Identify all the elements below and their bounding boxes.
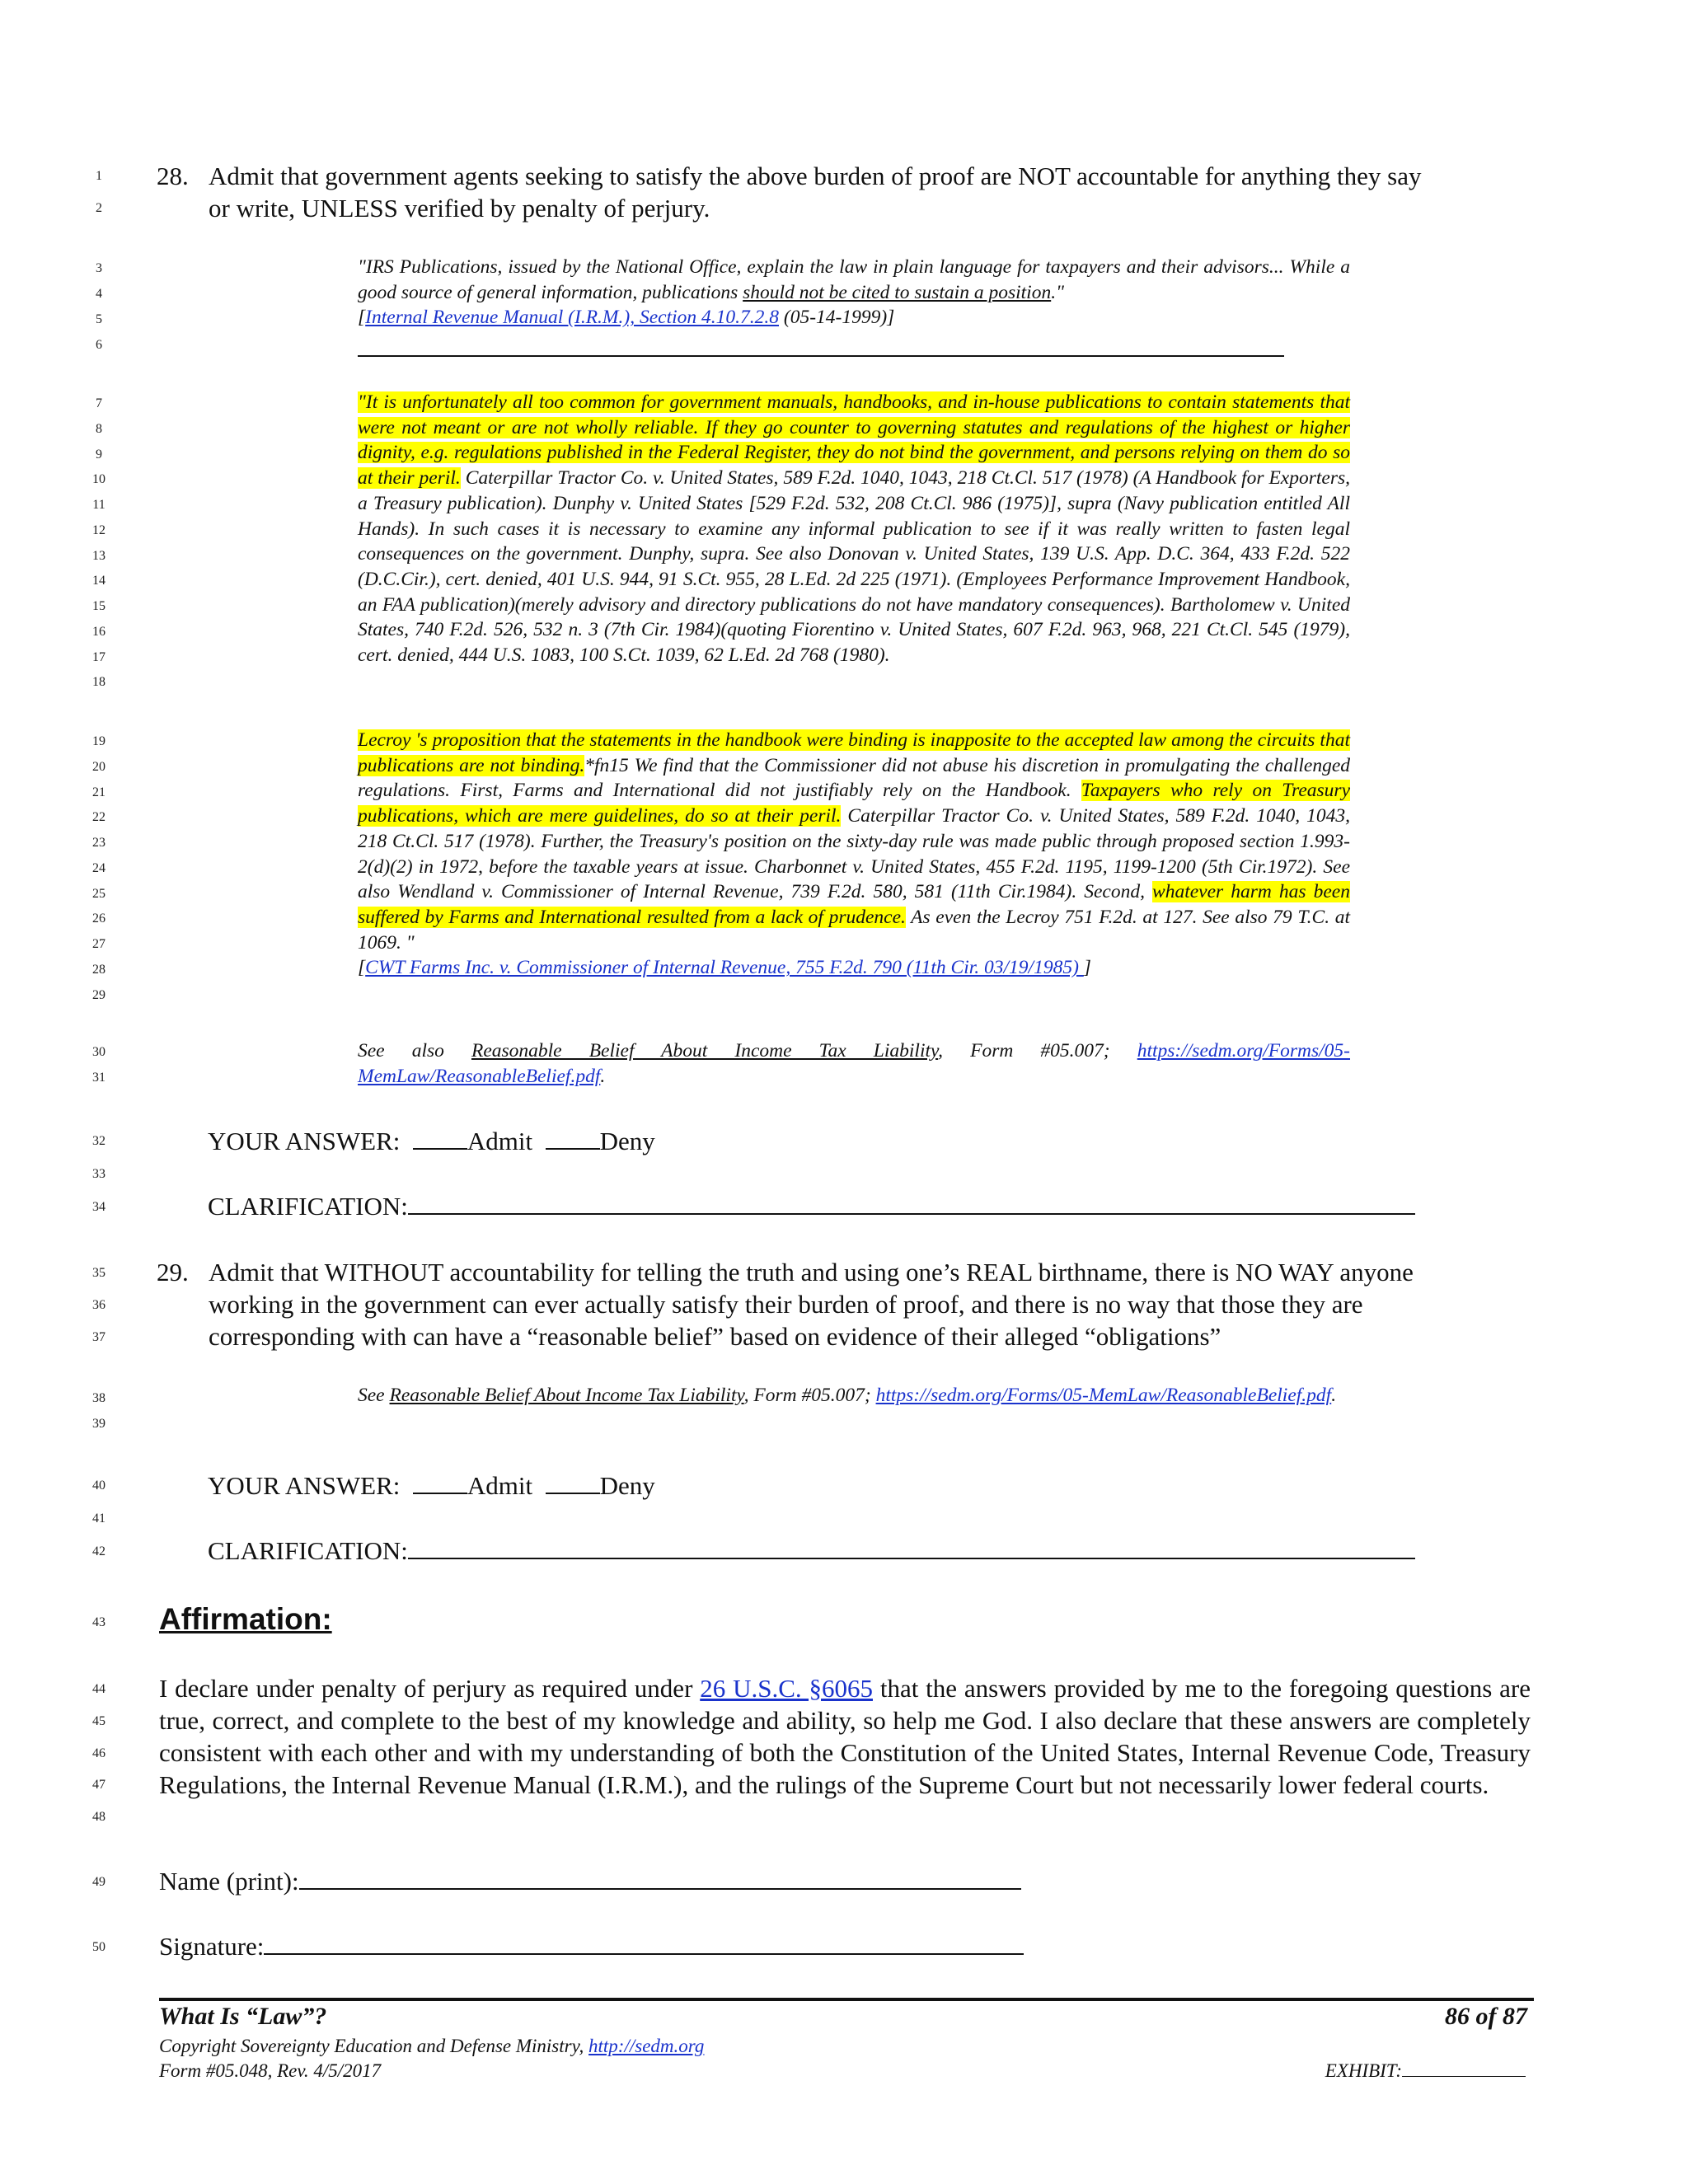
note-text: .	[600, 1065, 606, 1087]
signature-row	[159, 1930, 1024, 1962]
signature-blank[interactable]	[264, 1932, 1024, 1955]
cwt-farms-citation-link[interactable]: CWT Farms Inc. v. Commissioner of Internal Revenue, 755 F.2d. 790 (11th Cir. 03/19/1985)	[365, 957, 1084, 979]
line-number: 16	[92, 625, 106, 639]
deny-blank[interactable]	[546, 1127, 600, 1150]
line-number: 33	[92, 1167, 106, 1181]
answer-row	[208, 1125, 655, 1157]
quote-text: "IRS Publications, issued by the National Office, explain the law in plain language for taxpayers and their advisors... While a good source of general information, publications	[358, 256, 1350, 303]
line-number: 9	[96, 448, 102, 462]
clarification-label: CLARIFICATION:	[208, 1536, 408, 1565]
line-number: 30	[92, 1045, 106, 1059]
declaration-text: that the answers provided by me to the foregoing questions are true, correct, and complete to the best of my knowledge and ability, so help me God. I also declare that these answers are completely consistent with each other and with my understanding of both the Constitution of the United States, Internal Revenue Code, Treasury Regulations, the Internal Revenue Manual (I.R.M.), and the rulings of the Supreme Court but not necessarily lower federal courts.	[159, 1674, 1531, 1799]
line-number: 38	[92, 1391, 106, 1405]
footer-rule	[159, 1998, 1534, 2001]
irm-citation-link[interactable]: Internal Revenue Manual (I.R.M.), Section 4.10.7.2.8	[365, 307, 779, 329]
document-title: Reasonable Belief About Income Tax Liability	[471, 1040, 939, 1062]
declaration-text: I declare under penalty of perjury as required under	[159, 1674, 701, 1703]
line-number: 35	[92, 1266, 106, 1280]
deny-label: Deny	[599, 1471, 655, 1500]
line-number: 37	[92, 1330, 106, 1344]
separator-line	[358, 355, 1284, 357]
highlighted-quote-text: Lecroy 's proposition that the statements in the handbook were binding is inapposite to the accepted law among the circuits that publications are not binding.	[358, 729, 1350, 776]
note-text: .	[1331, 1385, 1337, 1406]
note-text: See	[358, 1385, 390, 1406]
admit-blank[interactable]	[413, 1127, 467, 1150]
line-number: 45	[92, 1714, 106, 1728]
question-text	[209, 160, 1541, 224]
exhibit-blank[interactable]	[1402, 2061, 1526, 2077]
highlighted-quote-text: "It is unfortunately all too common for government manuals, handbooks, and in-house publications to contain statements that were not meant or are not wholly reliable. If they go counter to governing statutes and regulations of the highest or higher dignity, e.g. regulations published in the Federal Register, they do not bind the government, and persons relying on them do so at their peril.	[358, 391, 1350, 490]
quote-underlined-text: should not be cited to sustain a position	[743, 281, 1052, 303]
sedm-link[interactable]: http://sedm.org	[588, 2036, 705, 2056]
see-also-note	[358, 1038, 1350, 1089]
line-number: 8	[96, 422, 102, 436]
question-text-line: Admit that government agents seeking to satisfy the above burden of proof are NOT accountable for anything they say	[209, 162, 1422, 190]
clarification-row	[208, 1535, 1415, 1567]
line-number: 50	[92, 1940, 106, 1954]
line-number: 48	[92, 1810, 106, 1824]
deny-label: Deny	[599, 1127, 655, 1155]
citation-bracket: ]	[1083, 957, 1091, 979]
answer-label: YOUR ANSWER:	[208, 1127, 401, 1155]
question-text	[209, 1256, 1541, 1352]
question-28	[157, 160, 1541, 226]
highlighted-quote-text: Taxpayers who rely on Treasury publications, which are mere guidelines, do so at their peril.	[358, 780, 1350, 827]
line-number: 39	[92, 1417, 106, 1431]
line-number: 11	[92, 498, 106, 512]
signature-label: Signature:	[159, 1932, 265, 1961]
quote-text: *fn15 We find that the Commissioner did not abuse his discretion in promulgating the challenged regulations. First, Farms and International did not justifiably rely on the Handbook.	[358, 754, 1351, 802]
answer-row	[208, 1469, 655, 1502]
question-number: 28.	[157, 162, 189, 190]
highlighted-quote-text: whatever harm has been suffered by Farms and International resulted from a lack of prudence.	[358, 881, 1350, 928]
line-number: 23	[92, 836, 106, 850]
line-number: 41	[92, 1511, 106, 1526]
document-title: Reasonable Belief About Income Tax Liability	[389, 1385, 744, 1406]
page-footer	[159, 2003, 1534, 2093]
line-number: 32	[92, 1134, 106, 1148]
name-blank[interactable]	[299, 1867, 1021, 1890]
citation-bracket: [	[358, 957, 366, 979]
line-number: 27	[92, 937, 106, 951]
reasonable-belief-link[interactable]: https://sedm.org/Forms/05-MemLaw/ReasonableBelief.pdf	[358, 1040, 1351, 1087]
admit-label: Admit	[467, 1127, 533, 1155]
see-note	[358, 1383, 1350, 1408]
footer-title: What Is “Law”?	[159, 2003, 327, 2030]
line-number: 10	[92, 472, 106, 486]
line-number: 49	[92, 1875, 106, 1889]
line-number: 6	[96, 338, 102, 352]
quote-text: ."	[1051, 281, 1064, 303]
line-number: 25	[92, 887, 106, 901]
copyright-text: Copyright Sovereignty Education and Defense Ministry,	[159, 2036, 589, 2056]
question-text-line: or write, UNLESS verified by penalty of perjury.	[209, 194, 710, 223]
admit-label: Admit	[467, 1471, 533, 1500]
question-number: 29.	[157, 1258, 189, 1286]
name-label: Name (print):	[159, 1867, 299, 1896]
answer-label: YOUR ANSWER:	[208, 1471, 401, 1500]
affirmation-title: Affirmation:	[159, 1602, 332, 1636]
caterpillar-quote	[358, 390, 1350, 668]
line-number: 40	[92, 1479, 106, 1493]
form-number: Form #05.048, Rev. 4/5/2017	[159, 2060, 382, 2081]
name-print-row	[159, 1865, 1021, 1897]
quote-text: As even the Lecroy 751 F.2d. at 127. See also 79 T.C. at 1069. "	[358, 906, 1350, 954]
irs-publications-quote	[358, 255, 1350, 330]
quote-text: Caterpillar Tractor Co. v. United States, 589 F.2d. 1040, 1043, 218 Ct.Cl. 517 (1978) (A Handbook for Exporters, a Treasury publication). Dunphy v. United States [529 F.2d. 532, 208 Ct.Cl. 986 (1975)], supra (Navy publication entitled All Hands). In such cases it is necessary to examine any informal publication to see if it was really written to fasten legal consequences on the government. Dunphy, supra. See also Donovan v. United States, 139 U.S. App. D.C. 364, 433 F.2d. 522 (D.C.Cir.), cert. denied, 401 U.S. 944, 91 S.Ct. 955, 28 L.Ed. 2d 225 (1971). (Employees Performance Improvement Handbook, an FAA publication)(merely advisory and directory publications do not have mandatory consequences). Bartholomew v. United States, 740 F.2d. 526, 532 n. 3 (7th Cir. 1984)(quoting Fiorentino v. United States, 607 F.2d. 963, 968, 221 Ct.Cl. 545 (1979), cert. denied, 444 U.S. 1083, 100 S.Ct. 1039, 62 L.Ed. 2d 768 (1980).	[358, 467, 1350, 667]
line-number: 14	[92, 574, 106, 588]
line-number: 3	[96, 261, 102, 275]
line-number: 22	[92, 810, 106, 824]
line-number: 42	[92, 1544, 106, 1558]
line-number: 20	[92, 760, 106, 774]
affirmation-heading	[159, 1602, 332, 1637]
line-number: 46	[92, 1746, 106, 1760]
citation-date: (05-14-1999)]	[779, 307, 895, 329]
line-number: 44	[92, 1682, 106, 1696]
page-number: 86 of 87	[1445, 2003, 1527, 2030]
clarification-blank[interactable]	[408, 1192, 1415, 1215]
line-number: 24	[92, 861, 106, 875]
line-number: 4	[96, 287, 102, 301]
deny-blank[interactable]	[546, 1471, 600, 1494]
question-text-line: working in the government can ever actually satisfy their burden of proof, and there is no way that those they are	[209, 1290, 1363, 1319]
clarification-row	[208, 1190, 1415, 1222]
line-number: 19	[92, 734, 106, 748]
line-number: 1	[96, 169, 102, 183]
line-number: 43	[92, 1615, 106, 1629]
quote-text: Caterpillar Tractor Co. v. United States, 589 F.2d. 1040, 1043, 218 Ct.Cl. 517 (1978). Further, the Treasury's position on the sixty-day rule was made public through proposed section 1.993-2(d)(2) in 1972, before the taxable years at issue. Charbonnet v. United States, 455 F.2d. 1195, 1199-1200 (5th Cir.1972). See also Wendland v. Commissioner of Internal Revenue, 739 F.2d. 580, 581 (11th Cir.1984). Second,	[358, 805, 1350, 903]
citation-bracket: [	[358, 307, 366, 329]
line-number: 7	[96, 396, 102, 410]
cwt-farms-quote	[358, 728, 1350, 981]
exhibit-label: EXHIBIT:	[1325, 2060, 1402, 2081]
line-number: 34	[92, 1200, 106, 1214]
footer-copyright	[159, 2036, 704, 2057]
line-number: 18	[92, 675, 106, 689]
line-number: 12	[92, 523, 106, 537]
usc-6065-link[interactable]: 26 U.S.C. §6065	[700, 1674, 873, 1703]
line-number: 5	[96, 312, 102, 326]
question-29	[157, 1256, 1541, 1355]
line-number: 2	[96, 201, 102, 215]
line-number: 36	[92, 1298, 106, 1312]
note-text: , Form #05.007;	[743, 1385, 876, 1406]
note-text: See also	[358, 1040, 471, 1062]
exhibit-field	[1325, 2060, 1526, 2082]
question-text-line: corresponding with can have a “reasonable belief” based on evidence of their alleged “obligations”	[209, 1322, 1221, 1351]
line-number: 47	[92, 1778, 106, 1792]
line-number: 28	[92, 963, 106, 977]
line-number: 26	[92, 912, 106, 926]
clarification-blank[interactable]	[408, 1536, 1415, 1559]
question-text-line: Admit that WITHOUT accountability for telling the truth and using one’s REAL birthname, there is NO WAY anyone	[209, 1258, 1414, 1286]
affirmation-declaration	[159, 1672, 1531, 1801]
line-number: 31	[92, 1071, 106, 1085]
clarification-label: CLARIFICATION:	[208, 1192, 408, 1221]
line-number: 15	[92, 599, 106, 613]
line-number: 17	[92, 650, 106, 664]
reasonable-belief-link[interactable]: https://sedm.org/Forms/05-MemLaw/ReasonableBelief.pdf	[875, 1385, 1332, 1406]
admit-blank[interactable]	[413, 1471, 467, 1494]
line-number: 21	[92, 785, 106, 799]
line-number: 29	[92, 988, 106, 1002]
line-number: 13	[92, 549, 106, 563]
note-text: , Form #05.007;	[938, 1040, 1137, 1062]
